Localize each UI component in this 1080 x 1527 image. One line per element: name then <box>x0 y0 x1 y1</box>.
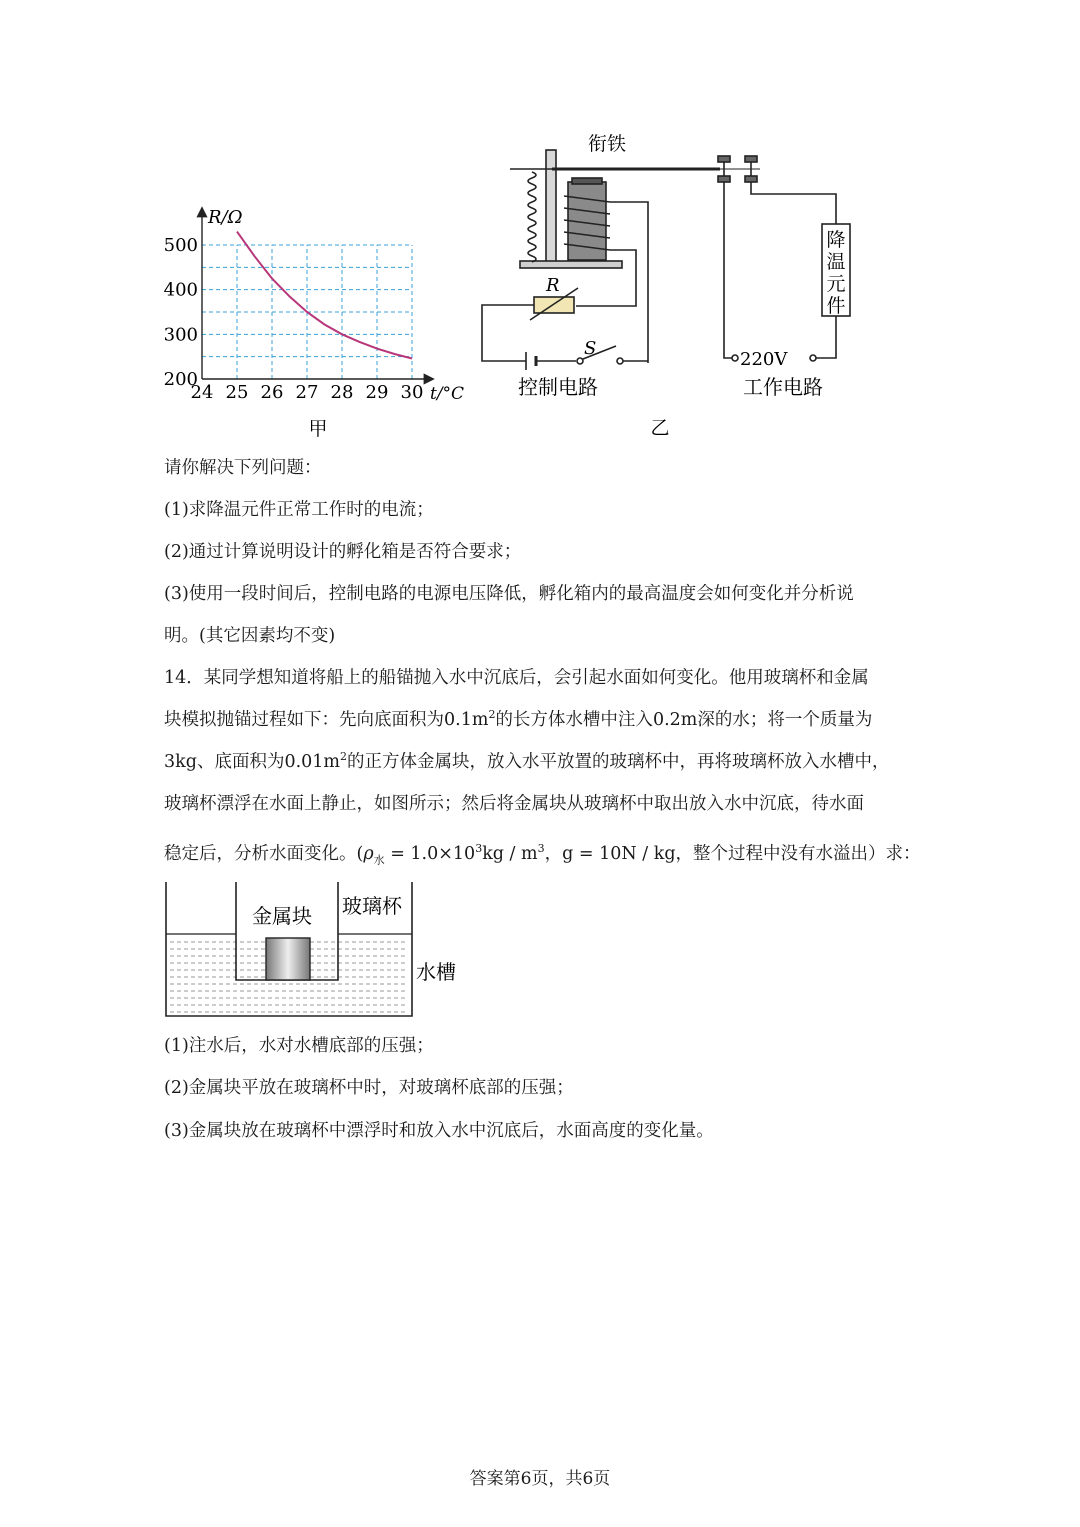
y-tick-label: 500 <box>163 235 198 256</box>
q13-intro: 请你解决下列问题： <box>164 458 322 478</box>
x-tick-label: 26 <box>260 382 284 403</box>
x-tick-label: 28 <box>330 382 354 403</box>
rheostat <box>534 297 574 313</box>
p14-line3: 3kg、底面积为$0.01m^2$的正方体金属块，放入水平放置的玻璃杯中，再将玻璃杯放入水槽中， <box>164 750 890 772</box>
p14-line5: 稳定后，分析水面变化。($\rho_水 = 1.0\times 10^3kg / m^3$，g = 10N / kg，整个过程中没有水溢出）求： <box>164 842 921 867</box>
x-tick-label: 24 <box>190 382 214 403</box>
q14-part2: (2)金属块平放在玻璃杯中时，对玻璃杯底部的压强； <box>164 1078 574 1098</box>
y-axis-label: R/Ω <box>208 207 243 228</box>
q14-part1: (1)注水后，水对水槽底部的压强； <box>164 1036 434 1056</box>
resistor-label: R <box>546 275 560 296</box>
metal-block-label: 金属块 <box>252 904 312 928</box>
water-tank-label: 水槽 <box>416 960 456 984</box>
x-tick-labels <box>191 382 424 403</box>
cooling-char-4: 件 <box>826 295 846 317</box>
circuit-caption: 乙 <box>650 417 670 439</box>
control-circuit-label: 控制电路 <box>518 375 598 399</box>
q13-part3-line2: 明。(其它因素均不变) <box>164 626 336 646</box>
work-circuit-label: 工作电路 <box>743 375 823 399</box>
x-tick-label: 25 <box>225 382 249 403</box>
x-tick-label: 30 <box>400 382 424 403</box>
switch-label: S <box>584 338 597 359</box>
q13-part1: (1)求降温元件正常工作时的电流； <box>164 500 434 520</box>
glass-cup-label: 玻璃杯 <box>342 894 402 918</box>
chart-caption: 甲 <box>308 418 328 440</box>
armature-label: 衔铁 <box>588 133 627 155</box>
metal-block <box>266 938 310 980</box>
q13-part2: (2)通过计算说明设计的孵化箱是否符合要求； <box>164 542 522 562</box>
cooling-char-3: 元 <box>826 273 846 295</box>
resistance-curve <box>237 232 412 359</box>
cooling-char-2: 温 <box>826 251 846 273</box>
spring <box>528 172 536 262</box>
x-tick-label: 29 <box>365 382 389 403</box>
cooling-char-1: 降 <box>826 229 846 251</box>
q13-part3-line1: (3)使用一段时间后，控制电路的电源电压降低，孵化箱内的最高温度会如何变化并分析说 <box>164 584 854 604</box>
p14-line2: 块模拟抛锚过程如下：先向底面积为$0.1m^2$的长方体水槽中注入0.2m深的水；将一个质量为 <box>164 708 873 730</box>
relay-pillar <box>546 150 556 262</box>
q14-part3: (3)金属块放在玻璃杯中漂浮时和放入水中沉底后，水面高度的变化量。 <box>164 1121 714 1141</box>
p14-line4: 玻璃杯漂浮在水面上静止，如图所示；然后将金属块从玻璃杯中取出放入水中沉底，待水面 <box>164 794 864 814</box>
resistance-temperature-chart <box>150 195 480 445</box>
relay-base <box>520 261 622 268</box>
p14-line1: 14．某同学想知道将船上的船锚抛入水中沉底后，会引起水面如何变化。他用玻璃杯和金属 <box>164 668 869 688</box>
water-tank-figure <box>160 880 470 1025</box>
y-tick-label: 400 <box>163 279 198 301</box>
x-tick-label: 27 <box>295 382 319 403</box>
voltage-label: 220V <box>740 349 788 370</box>
y-tick-label: 300 <box>163 324 198 346</box>
y-tick-labels <box>164 235 198 390</box>
x-axis-label: t/°C <box>430 384 465 404</box>
y-tick-label: 200 <box>163 369 198 390</box>
page-footer: 答案第6页，共6页 <box>469 1469 611 1489</box>
relay-circuit-diagram <box>470 128 870 448</box>
